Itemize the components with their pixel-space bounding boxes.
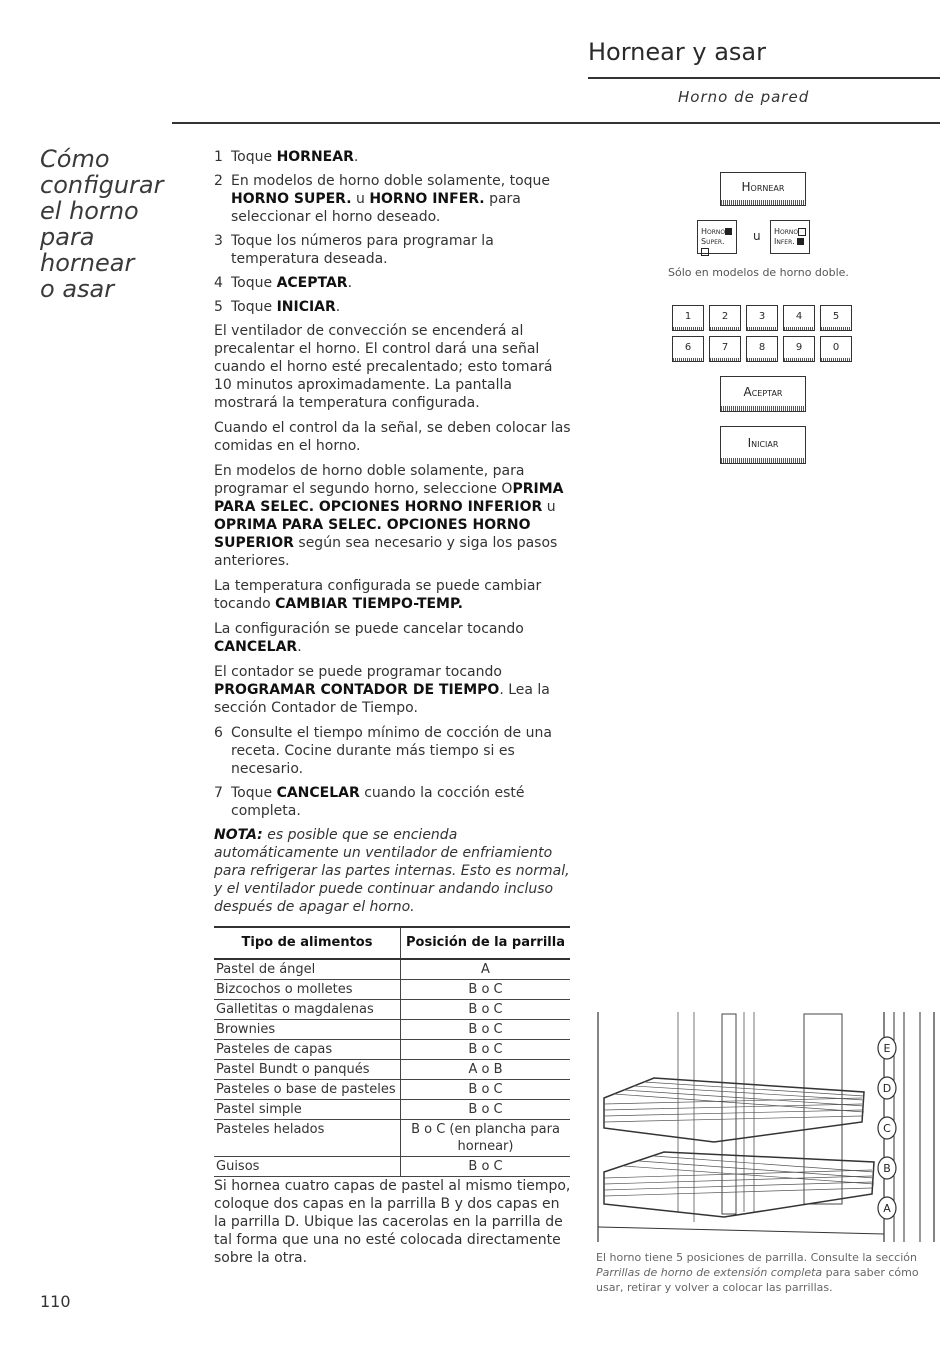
step-item [214, 274, 574, 292]
step-item [214, 232, 574, 268]
step-text [231, 148, 574, 166]
step-item [214, 298, 574, 316]
text-run: Toque los números para programar la temperatura deseada. [231, 233, 494, 267]
section-title: Hornear y asar [588, 38, 766, 66]
rack-position-cell: B o C [401, 980, 571, 1000]
text-run: En modelos de horno doble solamente, para programar el segundo horno, seleccione O [214, 463, 525, 497]
step-text [231, 274, 574, 292]
indicator-filled-icon [725, 228, 732, 235]
horno-infer-button[interactable]: Horno Infer. [770, 220, 810, 254]
text-run: En modelos de horno doble solamente, toque [231, 173, 551, 189]
table-row [214, 959, 570, 980]
text-run: Toque [231, 299, 277, 315]
info-paragraph [214, 419, 574, 455]
step-item [214, 172, 574, 226]
double-oven-note: Sólo en modelos de horno doble. [668, 266, 849, 279]
step-item [214, 784, 574, 820]
number-key-7[interactable]: 7 [709, 336, 741, 362]
text-run: La temperatura configurada se puede cambiar tocando [214, 578, 542, 612]
step-text [231, 298, 574, 316]
text-run: El contador se puede programar tocando [214, 664, 502, 680]
four-layers-paragraph: Si hornea cuatro capas de pastel al mismo tiempo, coloque dos capas en la parrilla B y dos capas en la parrilla D. Ubique las cacerolas en la parrilla de tal forma que una no esté colocada directamente sobre la otra. [214, 1178, 571, 1266]
step-text [231, 784, 574, 820]
number-key-6[interactable]: 6 [672, 336, 704, 362]
number-key-4[interactable]: 4 [783, 305, 815, 331]
bold-keyword: HORNO SUPER. [231, 191, 352, 207]
number-key-0[interactable]: 0 [820, 336, 852, 362]
text-run: cuando la cocción esté completa. [231, 785, 525, 819]
header-divider [588, 77, 940, 79]
content-divider [172, 122, 940, 124]
step-number: 4 [214, 275, 223, 291]
text-run: Cuando el control da la señal, se deben colocar las comidas en el horno. [214, 420, 571, 454]
table-header: Posición de la parrilla [401, 927, 571, 959]
side-heading-line: o asar [40, 275, 115, 303]
rack-position-cell: A o B [401, 1060, 571, 1080]
note-label: NOTA: [214, 827, 263, 843]
rack-position-label: E [883, 1042, 891, 1055]
notes-paragraphs [214, 322, 574, 717]
text-run: . [353, 149, 359, 165]
side-heading [40, 146, 170, 302]
instructions-column [214, 148, 574, 1274]
rack-position-cell: B o C [401, 1040, 571, 1060]
number-key-8[interactable]: 8 [746, 336, 778, 362]
bold-keyword: HORNO INFER. [369, 191, 485, 207]
rack-position-cell: B o C [401, 1000, 571, 1020]
step-number: 1 [214, 149, 223, 165]
food-type-cell: Pastel de ángel [214, 959, 401, 980]
bold-keyword: INICIAR [276, 299, 336, 315]
hornear-button[interactable]: Hornear [720, 172, 806, 206]
bold-keyword: PRIMA PARA SELEC. OPCIONES HORNO INFERIOR [214, 481, 564, 515]
food-type-cell: Pastel simple [214, 1100, 401, 1120]
or-text: u [753, 229, 761, 243]
step-number: 5 [214, 299, 223, 315]
side-heading-line: configurar [40, 171, 164, 199]
iniciar-button[interactable]: Iniciar [720, 426, 806, 464]
food-type-cell: Galletitas o magdalenas [214, 1000, 401, 1020]
table-row [214, 1100, 570, 1120]
bold-keyword: PROGRAMAR CONTADOR DE TIEMPO [214, 682, 500, 698]
rack-position-label: A [883, 1202, 891, 1215]
indicator-filled-icon [797, 238, 804, 245]
rack-position-label: B [883, 1162, 891, 1175]
step-item [214, 724, 574, 778]
rack-position-cell: A [401, 959, 571, 980]
rack-position-label: D [882, 1082, 892, 1095]
bold-keyword: CANCELAR [276, 785, 360, 801]
rack-position-cell: B o C (en plancha para hornear) [401, 1120, 571, 1157]
text-run: Consulte el tiempo mínimo de cocción de una receta. Cocine durante más tiempo si es necesario. [231, 725, 552, 777]
text-run: u [351, 191, 370, 207]
rack-position-cell: B o C [401, 1080, 571, 1100]
table-body [214, 959, 570, 1177]
number-key-5[interactable]: 5 [820, 305, 852, 331]
oven-racks-illustration [594, 1012, 940, 1242]
text-run: La configuración se puede cancelar tocando [214, 621, 524, 637]
rack-position-table [214, 926, 570, 1177]
table-row [214, 1000, 570, 1020]
steps-list [214, 148, 574, 316]
info-paragraph [214, 462, 574, 570]
aceptar-button[interactable]: Aceptar [720, 376, 806, 412]
rack-position-cell: B o C [401, 1157, 571, 1177]
side-heading-line: el horno [40, 197, 139, 225]
rack-position-cell: B o C [401, 1020, 571, 1040]
step-number: 6 [214, 725, 223, 741]
food-type-cell: Guisos [214, 1157, 401, 1177]
number-key-3[interactable]: 3 [746, 305, 778, 331]
table-row [214, 980, 570, 1000]
text-run: . Lea la sección Contador de Tiempo. [214, 682, 550, 716]
bold-keyword: OPRIMA PARA SELEC. OPCIONES HORNO SUPERIOR [214, 517, 531, 551]
food-type-cell: Bizcochos o molletes [214, 980, 401, 1000]
table-row [214, 1157, 570, 1177]
food-type-cell: Pasteles o base de pasteles [214, 1080, 401, 1100]
steps-list [214, 724, 574, 820]
table-row [214, 1080, 570, 1100]
text-run: u [542, 499, 556, 515]
text-run: según sea necesario y siga los pasos anteriores. [214, 535, 558, 569]
bold-keyword: CANCELAR [214, 639, 298, 655]
food-type-cell: Pasteles de capas [214, 1040, 401, 1060]
section-subtitle: Horno de pared [678, 88, 810, 106]
table-row [214, 1020, 570, 1040]
table-header: Tipo de alimentos [214, 927, 401, 959]
horno-super-button[interactable]: Horno Super. [697, 220, 737, 254]
side-heading-line: hornear [40, 249, 135, 277]
rack-position-label: C [883, 1122, 891, 1135]
step-text [231, 172, 574, 226]
rack-position-cell: B o C [401, 1100, 571, 1120]
side-heading-line: para [40, 223, 95, 251]
number-key-2[interactable]: 2 [709, 305, 741, 331]
info-paragraph [214, 620, 574, 656]
step-number: 2 [214, 173, 223, 189]
note-text: es posible que se encienda automáticamente un ventilador de enfriamiento para refrigerar las partes internas. Esto es normal, y el ventilador puede continuar andando incluso después de apagar el horno. [214, 827, 570, 915]
indicator-empty-icon [701, 248, 709, 256]
step-number: 3 [214, 233, 223, 249]
text-run: El ventilador de convección se encenderá al precalentar el horno. El control dará una señal cuando el horno esté precalentado; esto tomará 10 minutos aproximadamente. La pantalla mostrará la temperatura configurada. [214, 323, 553, 411]
table-row [214, 1040, 570, 1060]
text-run: Toque [231, 275, 277, 291]
food-type-cell: Brownies [214, 1020, 401, 1040]
text-run: Toque [231, 785, 277, 801]
side-heading-line: Cómo [40, 145, 110, 173]
number-key-9[interactable]: 9 [783, 336, 815, 362]
info-paragraph [214, 577, 574, 613]
text-run: para seleccionar el horno deseado. [231, 191, 521, 225]
info-paragraph [214, 322, 574, 412]
info-paragraph [214, 663, 574, 717]
text-run: . [297, 639, 302, 655]
bold-keyword: ACEPTAR [276, 275, 348, 291]
step-item [214, 148, 574, 166]
text-run: . [347, 275, 353, 291]
bold-keyword: HORNEAR [276, 149, 354, 165]
number-key-1[interactable]: 1 [672, 305, 704, 331]
food-type-cell: Pasteles helados [214, 1120, 401, 1157]
page-number: 110 [40, 1292, 71, 1311]
bold-keyword: CAMBIAR TIEMPO-TEMP. [275, 596, 464, 612]
oven-photo-caption: El horno tiene 5 posiciones de parrilla. Consulte la sección Parrillas de horno de extensión completa para saber cómo usar, retirar y volver a colocar las parrillas. [596, 1251, 919, 1294]
step-text [231, 724, 574, 778]
caption-section-reference: Parrillas de horno de extensión completa [596, 1266, 823, 1279]
indicator-empty-icon [798, 228, 806, 236]
table-row [214, 1060, 570, 1080]
step-number: 7 [214, 785, 223, 801]
text-run: Toque [231, 149, 277, 165]
text-run: . [335, 299, 341, 315]
food-type-cell: Pastel Bundt o panqués [214, 1060, 401, 1080]
table-row [214, 1120, 570, 1157]
step-text [231, 232, 574, 268]
note-paragraph [214, 826, 574, 916]
